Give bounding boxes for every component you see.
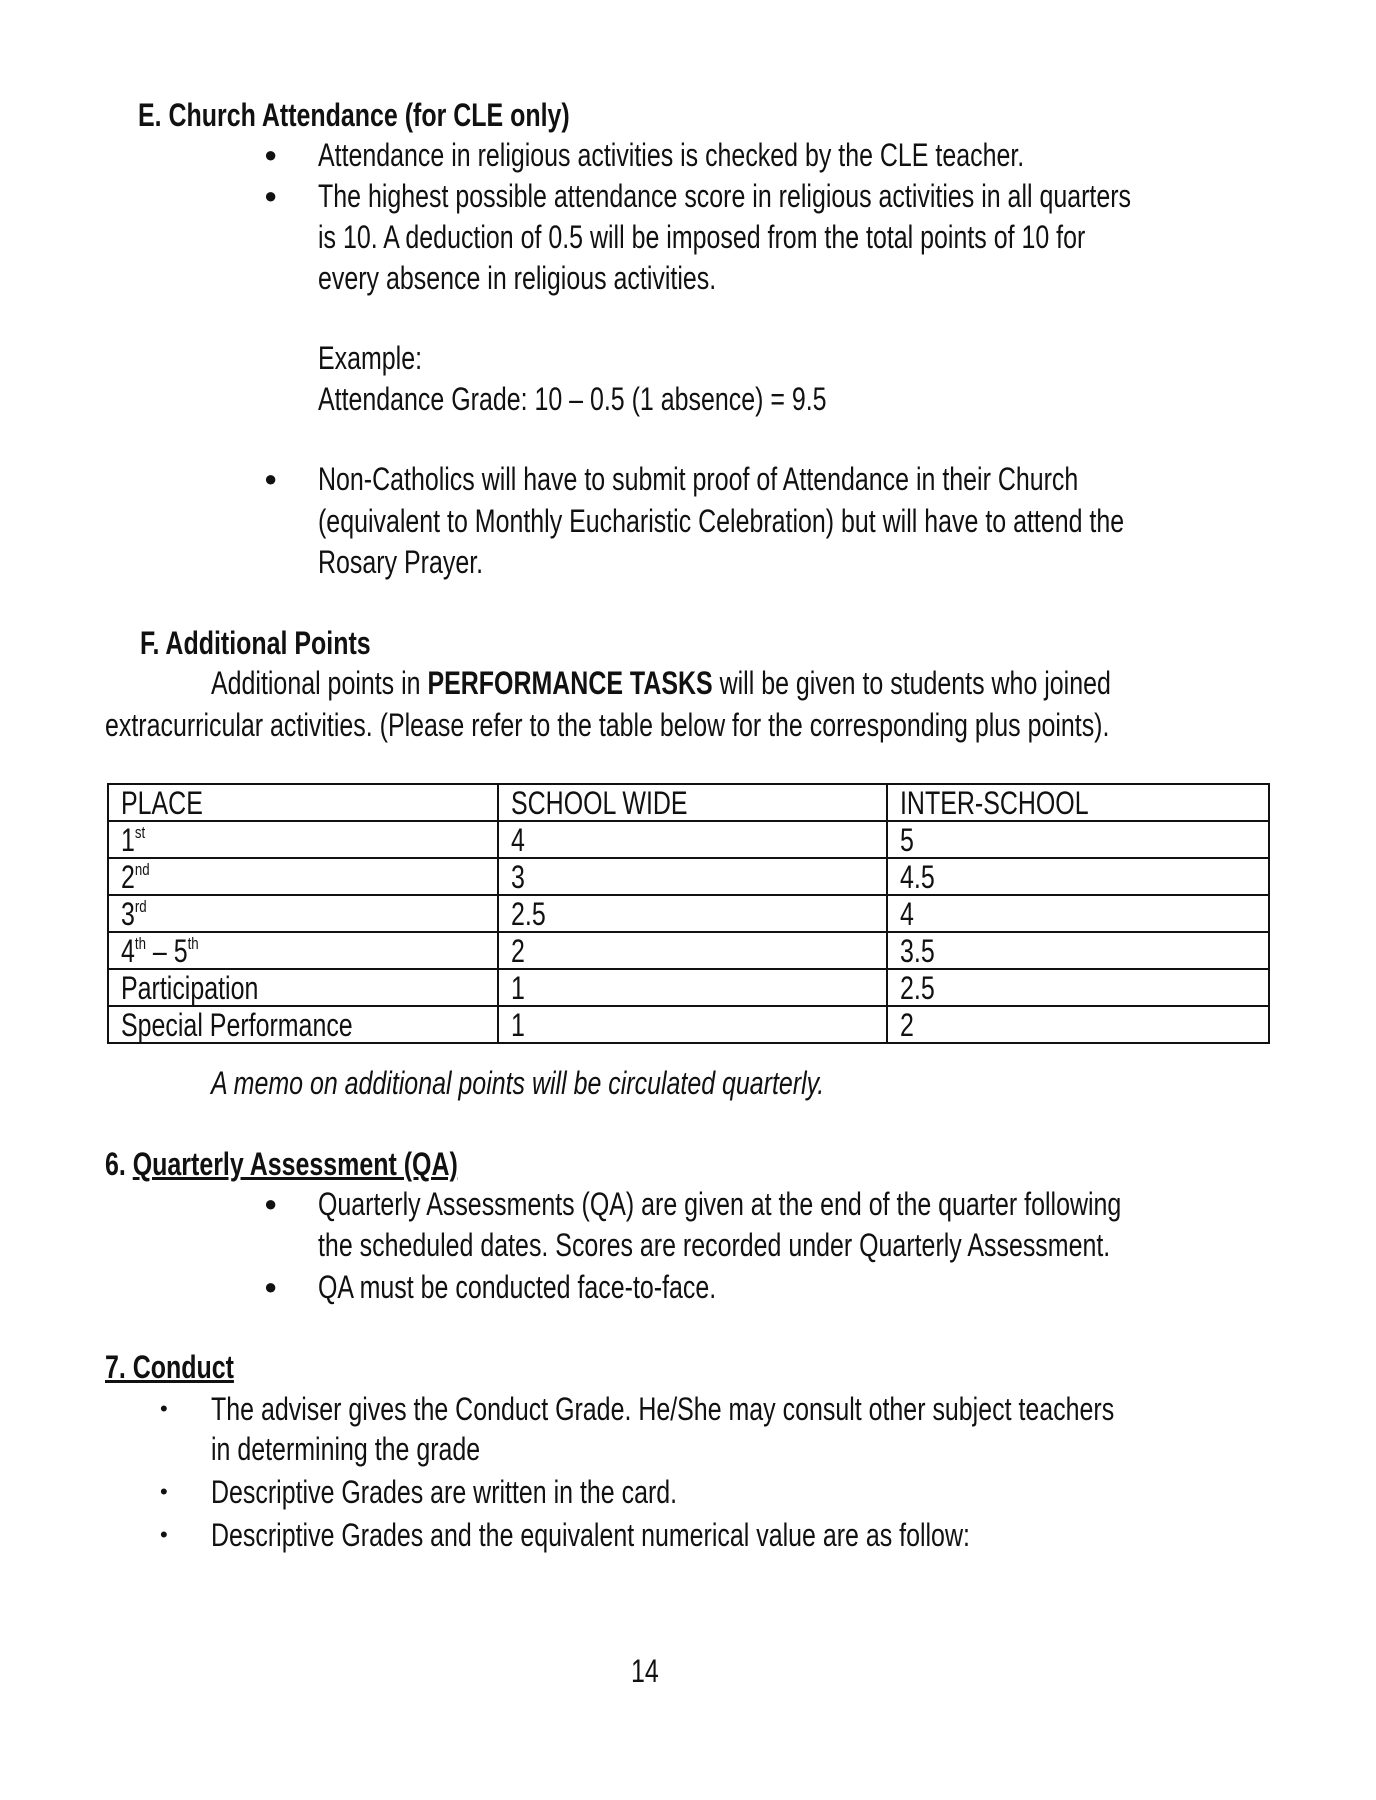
text: will be given to students who joined [712,665,1111,701]
table-row [108,858,1269,895]
bullet-icon: • [160,1479,168,1504]
section-7-heading: 7. Conduct [105,1349,234,1385]
header-cell: SCHOOL WIDE [511,784,688,821]
table-row [108,932,1269,969]
paragraph: extracurricular activities. (Please refer to the table below for the corresponding plus points). [105,707,1110,743]
bullet-text: Rosary Prayer. [318,544,484,580]
table-row [108,1006,1269,1043]
table-header-row [108,784,1269,821]
cell: 5 [900,821,914,858]
memo-note: A memo on additional points will be circulated quarterly. [211,1065,825,1101]
bullet-text: is 10. A deduction of 0.5 will be imposed from the total points of 10 for [318,219,1086,255]
cell: 2.5 [900,969,935,1006]
cell: 2 [511,932,525,969]
cell: 2.5 [511,895,546,932]
cell: 4.5 [900,858,935,895]
table-row [108,895,1269,932]
bullet-text: The highest possible attendance score in religious activities in all quarters [318,178,1132,214]
section-e-heading: E. Church Attendance (for CLE only) [138,97,570,133]
bullet-icon: ● [264,142,278,167]
cell: 4 [511,821,525,858]
bullet-icon: ● [264,183,278,208]
bullet-text: QA must be conducted face-to-face. [318,1269,717,1305]
cell: 2 [900,1006,914,1043]
bullet-icon: ● [264,1191,278,1216]
bullet-text: (equivalent to Monthly Eucharistic Celebration) but will have to attend the [318,503,1125,539]
text: Additional points in [211,665,428,701]
bullet-text: every absence in religious activities. [318,260,717,296]
example-label: Example: [318,340,423,376]
bullet-icon: ● [264,1274,278,1299]
page-number: 14 [631,1653,659,1689]
bullet-icon: ● [264,466,278,491]
bullet-text: in determining the grade [211,1431,481,1467]
bullet-text: Quarterly Assessments (QA) are given at the end of the quarter following [318,1186,1122,1222]
bullet-text: Descriptive Grades are written in the card. [211,1474,678,1510]
paragraph [211,663,1111,703]
bullet-text: Non-Catholics will have to submit proof of Attendance in their Church [318,461,1079,497]
bullet-icon: • [160,1396,168,1421]
place-cell: Special Performance [121,1006,353,1043]
cell: 1 [511,1006,525,1043]
bullet-icon: • [160,1522,168,1547]
bullet-text: Descriptive Grades and the equivalent numerical value are as follow: [211,1517,970,1553]
header-cell: PLACE [121,784,203,821]
place-cell: 4th – 5th [121,932,199,969]
place-cell: Participation [121,969,259,1006]
additional-points-table [107,783,1270,1044]
place-cell: 3rd [121,895,147,932]
place-cell: 1st [121,821,146,858]
bold-text: PERFORMANCE TASKS [427,665,713,701]
place-cell: 2nd [121,858,150,895]
bullet-text: the scheduled dates. Scores are recorded under Quarterly Assessment. [318,1227,1111,1263]
header-cell: INTER-SCHOOL [900,784,1089,821]
bullet-text: The adviser gives the Conduct Grade. He/She may consult other subject teachers [211,1391,1115,1427]
table-row [108,969,1269,1006]
section-6-heading: 6. Quarterly Assessment (QA) [105,1146,458,1182]
cell: 1 [511,969,525,1006]
cell: 3 [511,858,525,895]
cell: 4 [900,895,914,932]
cell: 3.5 [900,932,935,969]
section-f-heading: F. Additional Points [140,625,371,661]
table-row [108,821,1269,858]
bullet-text: Attendance in religious activities is checked by the CLE teacher. [318,137,1025,173]
example-text: Attendance Grade: 10 – 0.5 (1 absence) = 9.5 [318,381,827,417]
